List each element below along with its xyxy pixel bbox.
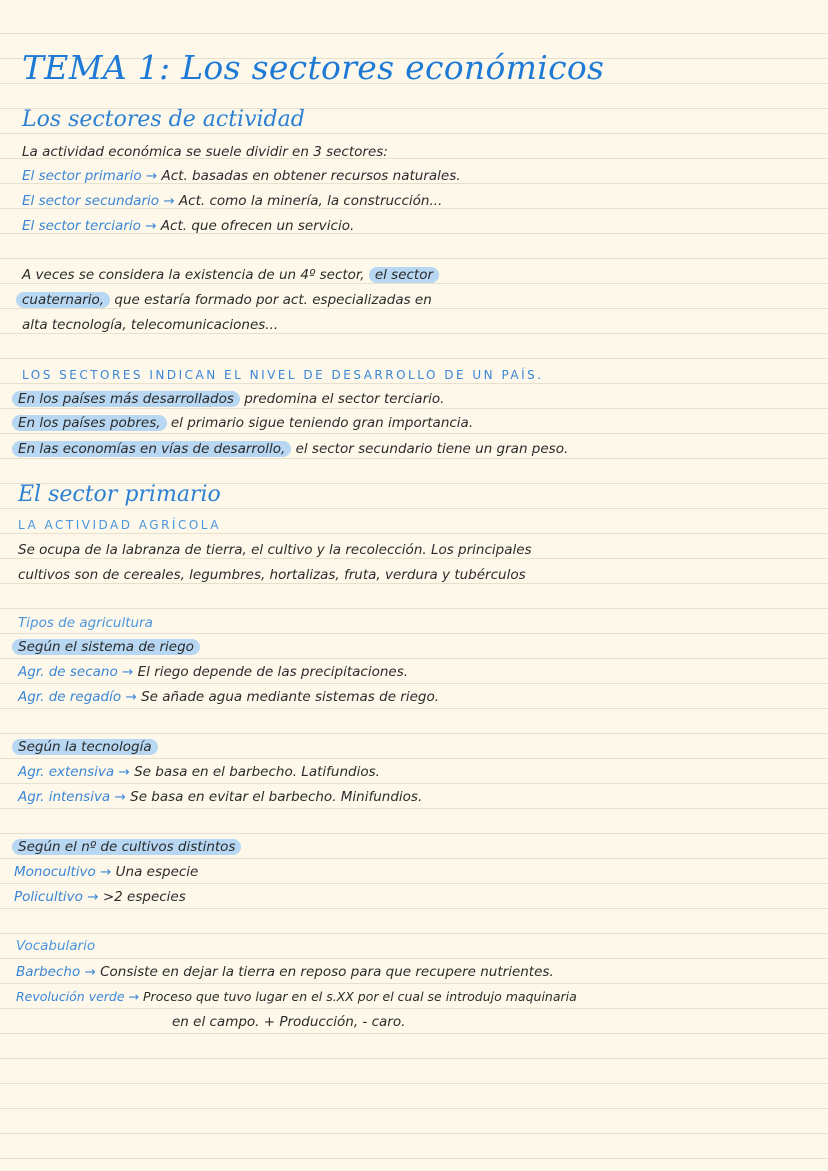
text: el sector secundario tiene un gran peso.: [295, 441, 569, 457]
list-item: [18, 763, 380, 781]
arrow: →: [145, 168, 158, 184]
arrow: →: [118, 764, 130, 780]
term: Agr. intensiva: [18, 789, 111, 805]
arrow: →: [87, 889, 99, 905]
definition: Act. como la minería, la construcción...: [178, 193, 443, 209]
list-item: [22, 217, 354, 235]
definition: Se añade agua mediante sistemas de riego.: [141, 689, 440, 705]
vocab-label: Vocabulario: [16, 938, 96, 954]
paragraph-line: [22, 266, 439, 284]
paragraph-line: cultivos son de cereales, legumbres, hortalizas, fruta, verdura y tubérculos: [18, 567, 526, 583]
term: Revolución verde: [16, 989, 125, 1004]
term: El sector primario: [22, 168, 142, 184]
definition: Se basa en evitar el barbecho. Minifundios.: [130, 789, 423, 805]
intro-text: La actividad económica se suele dividir en 3 sectores:: [22, 144, 388, 160]
arrow: →: [128, 989, 140, 1004]
section-heading-primario: El sector primario: [18, 482, 221, 507]
paragraph-line: [16, 291, 432, 309]
list-item: [18, 663, 408, 681]
list-item: [22, 192, 442, 210]
list-item: [12, 440, 568, 458]
group-title: [12, 738, 158, 756]
definition: Se basa en el barbecho. Latifundios.: [134, 764, 380, 780]
definition: Consiste en dejar la tierra en reposo para que recupere nutrientes.: [100, 964, 554, 980]
list-item: [14, 888, 186, 906]
highlight: Según el nº de cultivos distintos: [12, 839, 241, 855]
tipos-label: Tipos de agricultura: [18, 615, 153, 631]
text: el primario sigue teniendo gran importancia.: [170, 415, 474, 431]
text: que estaría formado por act. especializadas en: [114, 292, 432, 308]
highlight: Según el sistema de riego: [12, 639, 200, 655]
definition: Act. basadas en obtener recursos naturales.: [161, 168, 461, 184]
highlight: Según la tecnología: [12, 739, 158, 755]
section-heading-sectores: Los sectores de actividad: [22, 107, 305, 132]
paragraph-line: Se ocupa de la labranza de tierra, el cultivo y la recolección. Los principales: [18, 542, 532, 558]
term: Agr. extensiva: [18, 764, 115, 780]
arrow: →: [114, 789, 126, 805]
arrow: →: [125, 689, 137, 705]
vocab-item: [16, 988, 577, 1006]
definition: Una especie: [115, 864, 199, 880]
arrow: →: [84, 964, 96, 980]
text: predomina el sector terciario.: [244, 391, 445, 407]
definition: Proceso que tuvo lugar en el s.XX por el cual se introdujo maquinaria: [143, 989, 577, 1004]
arrow: →: [100, 864, 112, 880]
highlight: En los países pobres,: [12, 415, 167, 431]
term: El sector terciario: [22, 218, 141, 234]
list-item: [14, 863, 198, 881]
list-item: [18, 688, 439, 706]
list-item: [22, 167, 461, 185]
term: Agr. de regadío: [18, 689, 122, 705]
vocab-item: [16, 963, 554, 981]
list-item: [18, 788, 422, 806]
vocab-continuation: en el campo. + Producción, - caro.: [172, 1014, 406, 1030]
list-item: [12, 390, 444, 408]
definition: Act. que ofrecen un servicio.: [160, 218, 355, 234]
highlight: cuaternario,: [16, 292, 110, 308]
subheading-caps: LA ACTIVIDAD AGRÍCOLA: [18, 518, 221, 532]
group-title: [12, 638, 200, 656]
highlight: En las economías en vías de desarrollo,: [12, 441, 291, 457]
term: Monocultivo: [14, 864, 96, 880]
page-title: TEMA 1: Los sectores económicos: [22, 48, 605, 87]
text: A veces se considera la existencia de un 4º sector,: [22, 267, 365, 283]
paragraph-line: alta tecnología, telecomunicaciones...: [22, 317, 279, 333]
term: Policultivo: [14, 889, 83, 905]
arrow: →: [145, 218, 157, 234]
definition: El riego depende de las precipitaciones.: [137, 664, 409, 680]
caps-statement: LOS SECTORES INDICAN EL NIVEL DE DESARROLLO DE UN PAÍS.: [22, 368, 544, 382]
arrow: →: [163, 193, 175, 209]
group-title: [12, 838, 241, 856]
definition: >2 especies: [102, 889, 186, 905]
term: Agr. de secano: [18, 664, 118, 680]
list-item: [12, 414, 473, 432]
highlight: el sector: [369, 267, 439, 283]
term: El sector secundario: [22, 193, 160, 209]
term: Barbecho: [16, 964, 81, 980]
highlight: En los países más desarrollados: [12, 391, 240, 407]
arrow: →: [122, 664, 134, 680]
